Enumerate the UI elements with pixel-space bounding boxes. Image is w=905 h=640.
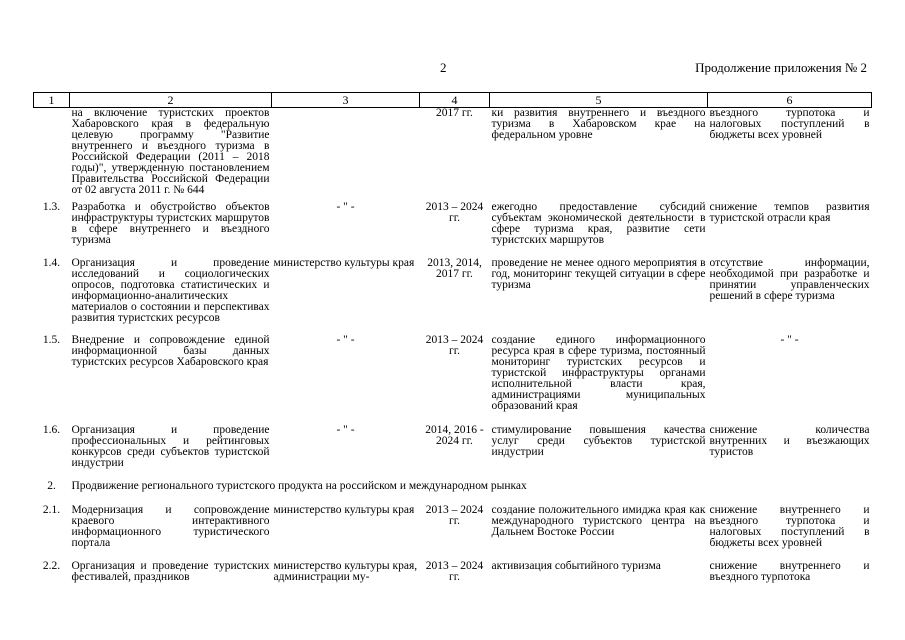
- row-number: 1.3.: [42, 200, 61, 213]
- table-row: [34, 108, 872, 202]
- consequence-cell: - " -: [780, 333, 799, 346]
- result-cell: ежегодно предоставление субсидий субъектам экономической деятельности в сфере туризма края, развитие сети туристских маршрутов: [491, 200, 706, 246]
- table-row: [34, 202, 872, 258]
- table-row: [34, 335, 872, 425]
- row-number: [34, 108, 70, 202]
- period-cell: 2013 – 2024 гг.: [425, 559, 484, 583]
- row-number: 1.5.: [42, 333, 61, 346]
- result-cell: создание единого информационного ресурса края в сфере туризма, постоянный мониторинг туристских ресурсов и туристской инфраструктуры органами исполнительной власти края, администрациями муниципальных образований края: [491, 333, 706, 412]
- column-header: 2: [70, 93, 272, 108]
- page-number: 2: [440, 60, 447, 75]
- row-number: 1.6.: [42, 423, 61, 436]
- executor-cell: министерство культуры края: [273, 256, 415, 269]
- measure-cell: Организация и проведение туристских фестивалей, праздников: [71, 559, 270, 583]
- executor-cell: - " -: [336, 333, 355, 346]
- measures-table: [33, 92, 872, 591]
- consequence-cell: снижение внутреннего и въездного турпотока и налоговых поступлений в бюджеты всех уровней: [709, 503, 870, 549]
- result-cell: ки развития внутреннего и въездного туризма в Хабаровском крае на федеральном уровне: [491, 107, 706, 141]
- table-row: [34, 505, 872, 561]
- consequence-cell: въездного турпотока и налоговых поступлений в бюджеты всех уровней: [709, 107, 870, 141]
- period-cell: 2017 гг.: [436, 107, 473, 119]
- row-number: 1.4.: [42, 256, 61, 269]
- measure-cell: на включение туристских проектов Хабаровского края в федеральную целевую программу "Развитие внутреннего и въездного туризма в Российской Федерации (2011 – 2018 годы)", утвержденную постановлением Правительства Российской Федерации от 02 августа 2011 г. № 644: [71, 107, 270, 196]
- consequence-cell: снижение внутреннего и въездного турпотока: [709, 559, 870, 583]
- column-header: 4: [420, 93, 490, 108]
- measure-cell: Организация и проведение исследований и социологических опросов, подготовка статистических и информационно-аналитических материалов о состоянии и перспективах развития туристских ресурсов: [71, 256, 270, 324]
- table-row: [34, 561, 872, 591]
- result-cell: активизация событийного туризма: [491, 559, 661, 572]
- executor-cell: [272, 108, 420, 202]
- column-header: 3: [272, 93, 420, 108]
- result-cell: создание положительного имиджа края как международного туристского центра на Дальнем Востоке России: [491, 503, 706, 538]
- period-cell: 2014, 2016 - 2024 гг.: [425, 423, 484, 447]
- consequence-cell: отсутствие информации, необходимой при разработке и принятии управленческих решений в сфере туризма: [709, 256, 870, 302]
- measure-cell: Организация и проведение профессиональных и рейтинговых конкурсов среди субъектов туристской индустрии: [71, 423, 270, 469]
- consequence-cell: снижение количества внутренних и въезжающих туристов: [709, 423, 870, 458]
- column-header: 1: [34, 93, 70, 108]
- column-header: 6: [708, 93, 872, 108]
- row-number: 2.2.: [42, 559, 61, 572]
- result-cell: стимулирование повышения качества услуг среди субъектов туристской индустрии: [491, 423, 706, 458]
- executor-cell: министерство культуры края: [273, 503, 415, 516]
- column-number-row: [34, 93, 872, 108]
- period-cell: 2013 – 2024 гг.: [425, 333, 484, 357]
- table-row: [34, 258, 872, 335]
- row-number: 2.1.: [42, 503, 61, 516]
- measure-cell: Внедрение и сопровождение единой информационной базы данных туристских ресурсов Хабаровского края: [71, 333, 270, 368]
- executor-cell: - " -: [336, 200, 355, 213]
- table-row: [34, 425, 872, 481]
- section-row: [34, 481, 872, 505]
- executor-cell: - " -: [336, 423, 355, 436]
- consequence-cell: снижение темпов развития туристской отрасли края: [709, 200, 870, 224]
- result-cell: проведение не менее одного мероприятия в год, мониторинг текущей ситуации в сфере туризма: [491, 256, 706, 291]
- appendix-continuation-label: Продолжение приложения № 2: [695, 60, 867, 75]
- column-header: 5: [490, 93, 708, 108]
- period-cell: 2013 – 2024 гг.: [425, 503, 484, 527]
- executor-cell: министерство культуры края, администрации му-: [273, 559, 418, 583]
- section-title: Продвижение регионального туристского продукта на российском и международном рынках: [71, 479, 527, 492]
- measure-cell: Модернизация и сопровождение краевого интерактивного информационного туристического портала: [71, 503, 270, 549]
- period-cell: 2013 – 2024 гг.: [425, 200, 484, 224]
- section-number: 2.: [47, 479, 56, 492]
- period-cell: 2013, 2014, 2017 гг.: [427, 256, 482, 280]
- measure-cell: Разработка и обустройство объектов инфраструктуры туристских маршрутов в сфере внутреннего и въездного туризма: [71, 200, 270, 246]
